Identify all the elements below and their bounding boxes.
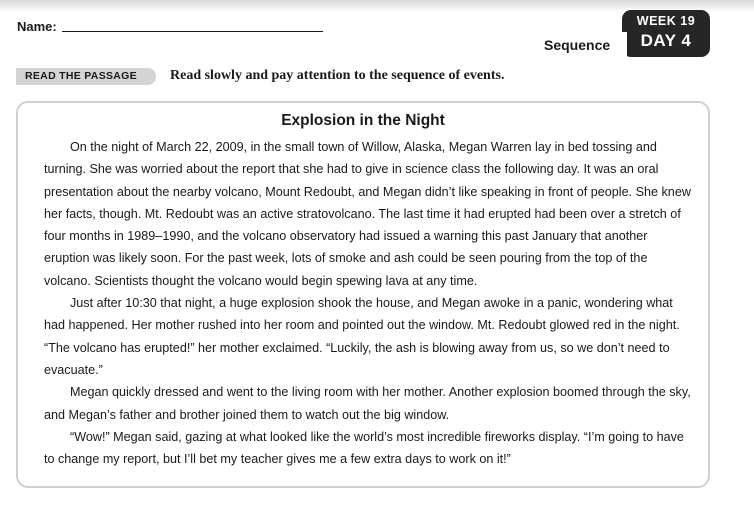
passage-paragraph: On the night of March 22, 2009, in the small town of Willow, Alaska, Megan Warren lay in bed tossing and turning. She was worried about the report that she had to give in science class the following day. It was an oral presentation about the nearby volcano, Mount Redoubt, and Megan didn’t like speaking in front of people. She knew her facts, though. Mt. Redoubt was an active stratovolcano. The last time it had erupted had been over a stretch of four months in 1989–1990, and the volcano observatory had issued a warning this past January that another eruption was likely soon. For the past week, lots of smoke and ash could be seen pouring from the top of the volcano. Scientists thought the volcano would begin spewing lava at any time.: [44, 140, 691, 288]
passage-body: [44, 136, 692, 470]
read-passage-tag: READ THE PASSAGE: [16, 68, 156, 85]
instruction-text: Read slowly and pay attention to the sequence of events.: [170, 68, 505, 83]
passage-box: [16, 101, 710, 488]
day-label: DAY 4: [640, 31, 692, 50]
skill-label: Sequence: [544, 37, 611, 53]
name-entry-line[interactable]: [62, 31, 323, 32]
passage-paragraph: Just after 10:30 that night, a huge explosion shook the house, and Megan awoke in a panic, wondering what had happened. Her mother rushed into her room and pointed out the window. Mt. Redoubt glowed red in the night. “The volcano has erupted!” her mother exclaimed. “Luckily, the ash is blowing away from us, so we don’t need to evacuate.”: [44, 296, 680, 377]
passage-paragraph: “Wow!” Megan said, gazing at what looked like the world’s most incredible fireworks display. “I’m going to have to change my report, but I’ll bet my teacher gives me a few extra days to work on it!”: [44, 429, 684, 467]
week-day-badge: [622, 10, 710, 57]
name-label: Name:: [17, 19, 57, 34]
passage-paragraph: Megan quickly dressed and went to the living room with her mother. Another explosion boomed through the sky, and Megan’s father and brother joined them to watch out the big window.: [44, 385, 691, 422]
week-label: WEEK 19: [636, 14, 696, 28]
passage-title: Explosion in the Night: [281, 112, 445, 129]
